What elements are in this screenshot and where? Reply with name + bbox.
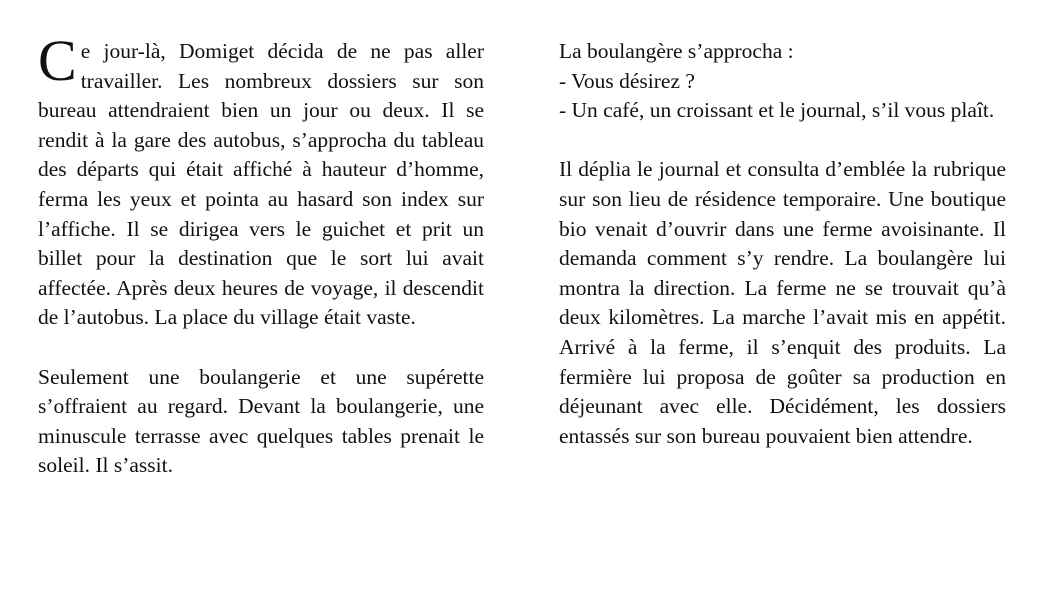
- dialogue-line-2: - Vous désirez ?: [559, 68, 695, 93]
- paragraph-opening-text: e jour-là, Domiget décida de ne pas aller travailler. Les nombreux dossiers sur son bureau attendraient bien un jour ou deux. Il se rendit à la gare des autobus, s’approcha du tableau des départs qui était affiché à hauteur d’homme, ferma les yeux et pointa au hasard son index sur l’affiche. Il se dirigea vers le guichet et prit un billet pour la destination que le sort lui avait affectée. Après deux heures de voyage, il descendit de l’autobus. La place du village était vaste.: [38, 39, 484, 330]
- dialogue-line-3: - Un café, un croissant et le journal, s’il vous plaît.: [559, 98, 995, 123]
- drop-cap: C: [38, 28, 77, 93]
- dialogue-line-1: La boulangère s’approcha :: [559, 39, 794, 63]
- paragraph-boulangerie: Seulement une boulangerie et une supérette s’offraient au regard. Devant la boulangerie, une minuscule terrasse avec quelques tables prenait le soleil. Il s’assit.: [38, 364, 484, 478]
- right-column: [559, 37, 1006, 451]
- paragraph-opening: [38, 28, 484, 333]
- paragraph-journal: Il déplia le journal et consulta d’emblée la rubrique sur son lieu de résidence temporaire. Une boutique bio venait d’ouvrir dans une ferme avoisinante. Il demanda comment s’y rendre. La boulangère lui montra la direction. La ferme ne se trouvait qu’à deux kilomètres. La marche l’avait mis en appétit. Arrivé à la ferme, il s’enquit des produits. La fermière lui proposa de goûter sa production en déjeunant avec elle. Décidément, les dossiers entassés sur son bureau pouvaient bien attendre.: [559, 157, 1006, 448]
- left-column: [38, 28, 484, 481]
